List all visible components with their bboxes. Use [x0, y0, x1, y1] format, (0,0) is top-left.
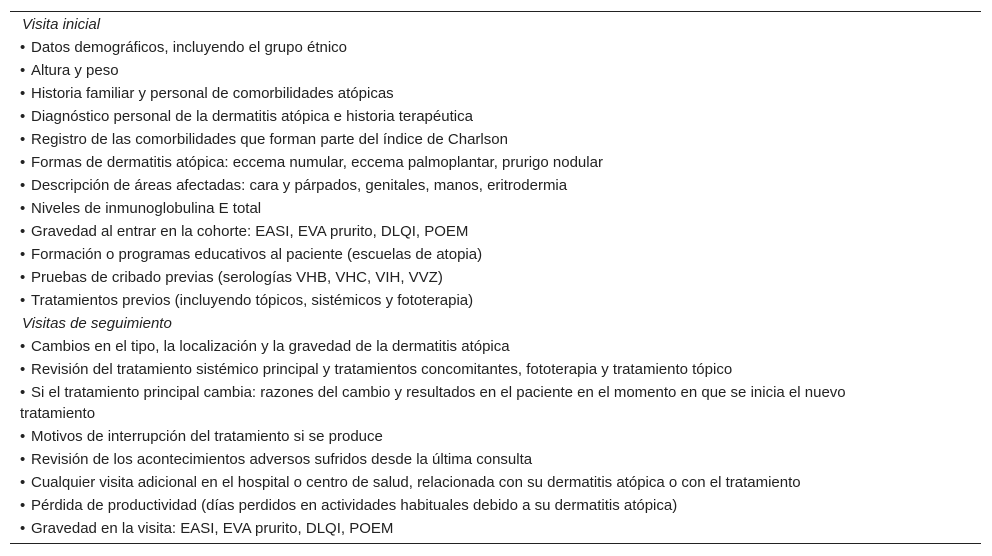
bullet-icon: • [20, 451, 26, 468]
list-item: • Descripción de áreas afectadas: cara y párpados, genitales, manos, eritrodermia [20, 174, 920, 197]
list-item: • Tratamientos previos (incluyendo tópicos, sistémicos y fototerapia) [20, 289, 920, 312]
bullet-icon: • [20, 497, 26, 514]
list-item: • Historia familiar y personal de comorbilidades atópicas [20, 82, 920, 105]
list-item: • Si el tratamiento principal cambia: razones del cambio y resultados en el paciente en el momento en que se inicia el nuevo tratamiento [20, 384, 846, 422]
bullet-icon: • [20, 338, 26, 355]
list-item: • Pruebas de cribado previas (serologías VHB, VHC, VIH, VVZ) [20, 266, 920, 289]
list-item: • Niveles de inmunoglobulina E total [20, 197, 920, 220]
bullet-icon: • [20, 85, 26, 102]
list-item: • Motivos de interrupción del tratamiento si se produce [20, 425, 920, 448]
list-item: • Revisión del tratamiento sistémico principal y tratamientos concomitantes, fototerapia y tratamiento tópico [20, 358, 920, 381]
list-item: • Gravedad en la visita: EASI, EVA prurito, DLQI, POEM [20, 517, 920, 540]
list-item: • Datos demográficos, incluyendo el grupo étnico [20, 36, 920, 59]
table-body [20, 13, 920, 540]
bullet-icon: • [20, 292, 26, 309]
bullet-icon: • [20, 269, 26, 286]
bullet-icon: • [20, 39, 26, 56]
bullet-icon: • [20, 177, 26, 194]
bullet-icon: • [20, 223, 26, 240]
list-item: • Formas de dermatitis atópica: eccema numular, eccema palmoplantar, prurigo nodular [20, 151, 920, 174]
data-collection-table [10, 11, 981, 544]
list-item: • Gravedad al entrar en la cohorte: EASI, EVA prurito, DLQI, POEM [20, 220, 920, 243]
bullet-icon: • [20, 520, 26, 537]
bullet-icon: • [20, 384, 26, 401]
bullet-icon: • [20, 200, 26, 217]
bullet-icon: • [20, 154, 26, 171]
list-item: • Cambios en el tipo, la localización y la gravedad de la dermatitis atópica [20, 335, 920, 358]
list-item: • Pérdida de productividad (días perdidos en actividades habituales debido a su dermatitis atópica) [20, 494, 920, 517]
bullet-icon: • [20, 474, 26, 491]
list-item: • Formación o programas educativos al paciente (escuelas de atopia) [20, 243, 920, 266]
list-item: • Registro de las comorbilidades que forman parte del índice de Charlson [20, 128, 920, 151]
list-item: • Revisión de los acontecimientos adversos sufridos desde la última consulta [20, 448, 920, 471]
bullet-icon: • [20, 246, 26, 263]
section-heading-initial-visit: Visita inicial [22, 16, 101, 33]
bullet-icon: • [20, 428, 26, 445]
bullet-icon: • [20, 361, 26, 378]
bullet-icon: • [20, 108, 26, 125]
list-item: • Diagnóstico personal de la dermatitis atópica e historia terapéutica [20, 105, 920, 128]
bullet-icon: • [20, 62, 26, 79]
section-heading-follow-up-visits: Visitas de seguimiento [22, 315, 172, 332]
list-item: • Cualquier visita adicional en el hospital o centro de salud, relacionada con su dermatitis atópica o con el tratamiento [20, 471, 920, 494]
bullet-icon: • [20, 131, 26, 148]
list-item: • Altura y peso [20, 59, 920, 82]
